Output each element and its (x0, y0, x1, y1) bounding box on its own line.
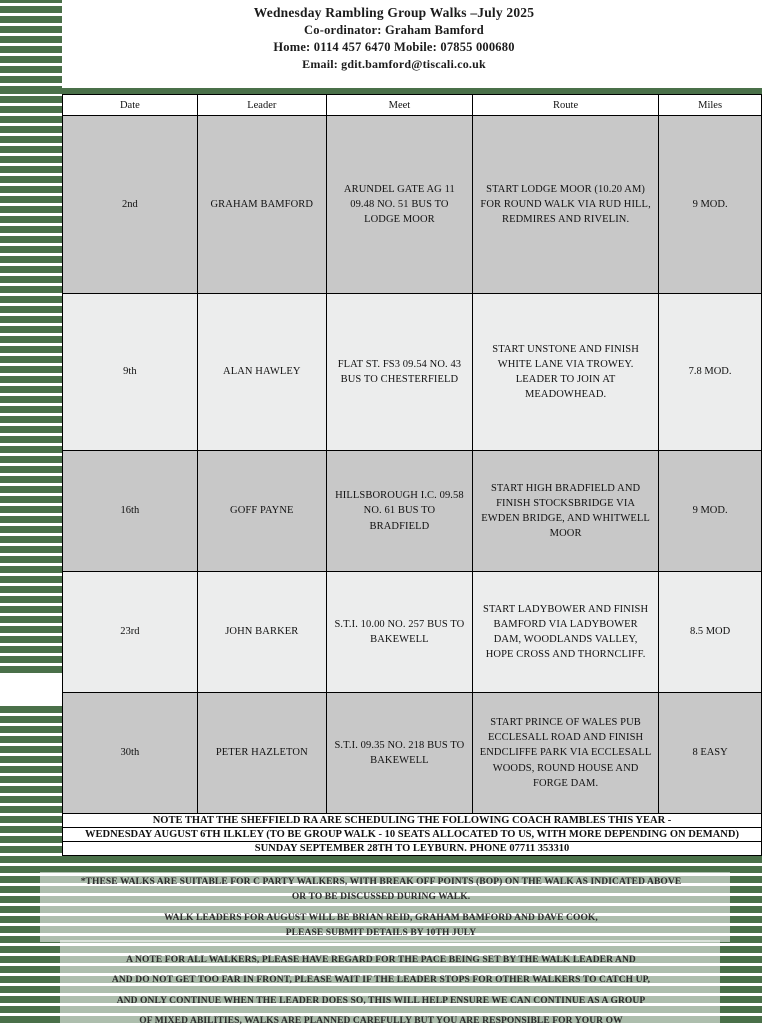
coach-rambles-notes (62, 813, 762, 856)
footer-line: AND ONLY CONTINUE WHEN THE LEADER DOES SO, THIS WILL HELP ENSURE WE CAN CONTINUE AS A GROUP (116, 995, 646, 1006)
footer-line: WALK LEADERS FOR AUGUST WILL BE BRIAN REID, GRAHAM BAMFORD AND DAVE COOK, (164, 912, 598, 923)
table-row (63, 572, 762, 693)
cell-miles: 9 MOD. (659, 116, 762, 294)
document-header (182, 0, 606, 74)
cell-leader: GOFF PAYNE (197, 451, 326, 572)
cell-meet: S.T.I. 10.00 NO. 257 BUS TO BAKEWELL (326, 572, 472, 693)
cell-leader: GRAHAM BAMFORD (197, 116, 326, 294)
column-header-leader: Leader (197, 95, 326, 116)
table-row (63, 451, 762, 572)
footer-line: OF MIXED ABILITIES, WALKS ARE PLANNED CAREFULLY BUT YOU ARE RESPONSIBLE FOR YOUR OW (139, 1016, 623, 1027)
walks-table (62, 94, 762, 814)
cell-leader: ALAN HAWLEY (197, 294, 326, 451)
email-line: Email: gdit.bamford@tiscali.co.uk (302, 56, 486, 71)
column-header-date: Date (63, 95, 198, 116)
cell-date: 16th (63, 451, 198, 572)
cell-meet: S.T.I. 09.35 NO. 218 BUS TO BAKEWELL (326, 693, 472, 814)
footer-line: AND DO NOT GET TOO FAR IN FRONT, PLEASE WAIT IF THE LEADER STOPS FOR OTHER WALKERS TO CATCH UP, (111, 975, 651, 986)
cell-date: 30th (63, 693, 198, 814)
column-header-miles: Miles (659, 95, 762, 116)
cell-route: START UNSTONE AND FINISH WHITE LANE VIA TROWEY. LEADER TO JOIN AT MEADOWHEAD. (473, 294, 659, 451)
cell-meet: FLAT ST. FS3 09.54 NO. 43 BUS TO CHESTERFIELD (326, 294, 472, 451)
footer-line: OR TO BE DISCUSSED DURING WALK. (291, 892, 471, 903)
cell-miles: 9 MOD. (659, 451, 762, 572)
footer-notes (0, 872, 762, 1032)
footer-line: *THESE WALKS ARE SUITABLE FOR C PARTY WALKERS, WITH BREAK OFF POINTS (BOP) ON THE WALK AS INDICATED ABOVE (80, 877, 682, 887)
note-line: NOTE THAT THE SHEFFIELD RA ARE SCHEDULING THE FOLLOWING COACH RAMBLES THIS YEAR - (63, 814, 761, 828)
column-header-meet: Meet (326, 95, 472, 116)
cell-leader: JOHN BARKER (197, 572, 326, 693)
cell-date: 9th (63, 294, 198, 451)
phone-line: Home: 0114 457 6470 Mobile: 07855 000680 (273, 40, 515, 55)
cell-miles: 8.5 MOD (659, 572, 762, 693)
cell-date: 23rd (63, 572, 198, 693)
cell-meet: HILLSBOROUGH I.C. 09.58 NO. 61 BUS TO BRADFIELD (326, 451, 472, 572)
cell-route: START HIGH BRADFIELD AND FINISH STOCKSBRIDGE VIA EWDEN BRIDGE, AND WHITWELL MOOR (473, 451, 659, 572)
cell-route: START LODGE MOOR (10.20 AM) FOR ROUND WALK VIA RUD HILL, REDMIRES AND RIVELIN. (473, 116, 659, 294)
cell-route: START LADYBOWER AND FINISH BAMFORD VIA LADYBOWER DAM, WOODLANDS VALLEY, HOPE CROSS AND THORNCLIFF. (473, 572, 659, 693)
cell-miles: 7.8 MOD. (659, 294, 762, 451)
column-header-route: Route (473, 95, 659, 116)
page-title: Wednesday Rambling Group Walks –July 2025 (253, 5, 535, 20)
cell-leader: PETER HAZLETON (197, 693, 326, 814)
footer-line: PLEASE SUBMIT DETAILS BY 10TH JULY (285, 928, 477, 939)
cell-miles: 8 EASY (659, 693, 762, 814)
cell-date: 2nd (63, 116, 198, 294)
table-header-row (63, 95, 762, 116)
sheet-left-white (0, 676, 62, 706)
note-line: WEDNESDAY AUGUST 6TH ILKLEY (TO BE GROUP WALK - 10 SEATS ALLOCATED TO US, WITH MORE DEPENDING ON DEMAND) (63, 828, 761, 842)
cell-meet: ARUNDEL GATE AG 11 09.48 NO. 51 BUS TO LODGE MOOR (326, 116, 472, 294)
cell-route: START PRINCE OF WALES PUB ECCLESALL ROAD AND FINISH ENDCLIFFE PARK VIA ECCLESALL WOODS, ROUND HOUSE AND FORGE DAM. (473, 693, 659, 814)
footer-line: A NOTE FOR ALL WALKERS, PLEASE HAVE REGARD FOR THE PACE BEING SET BY THE WALK LEADER AND (126, 954, 636, 965)
table-row (63, 693, 762, 814)
table-row (63, 116, 762, 294)
coordinator-line: Co-ordinator: Graham Bamford (304, 23, 484, 38)
note-line: SUNDAY SEPTEMBER 28TH TO LEYBURN. PHONE 07711 353310 (254, 843, 570, 854)
table-row (63, 294, 762, 451)
